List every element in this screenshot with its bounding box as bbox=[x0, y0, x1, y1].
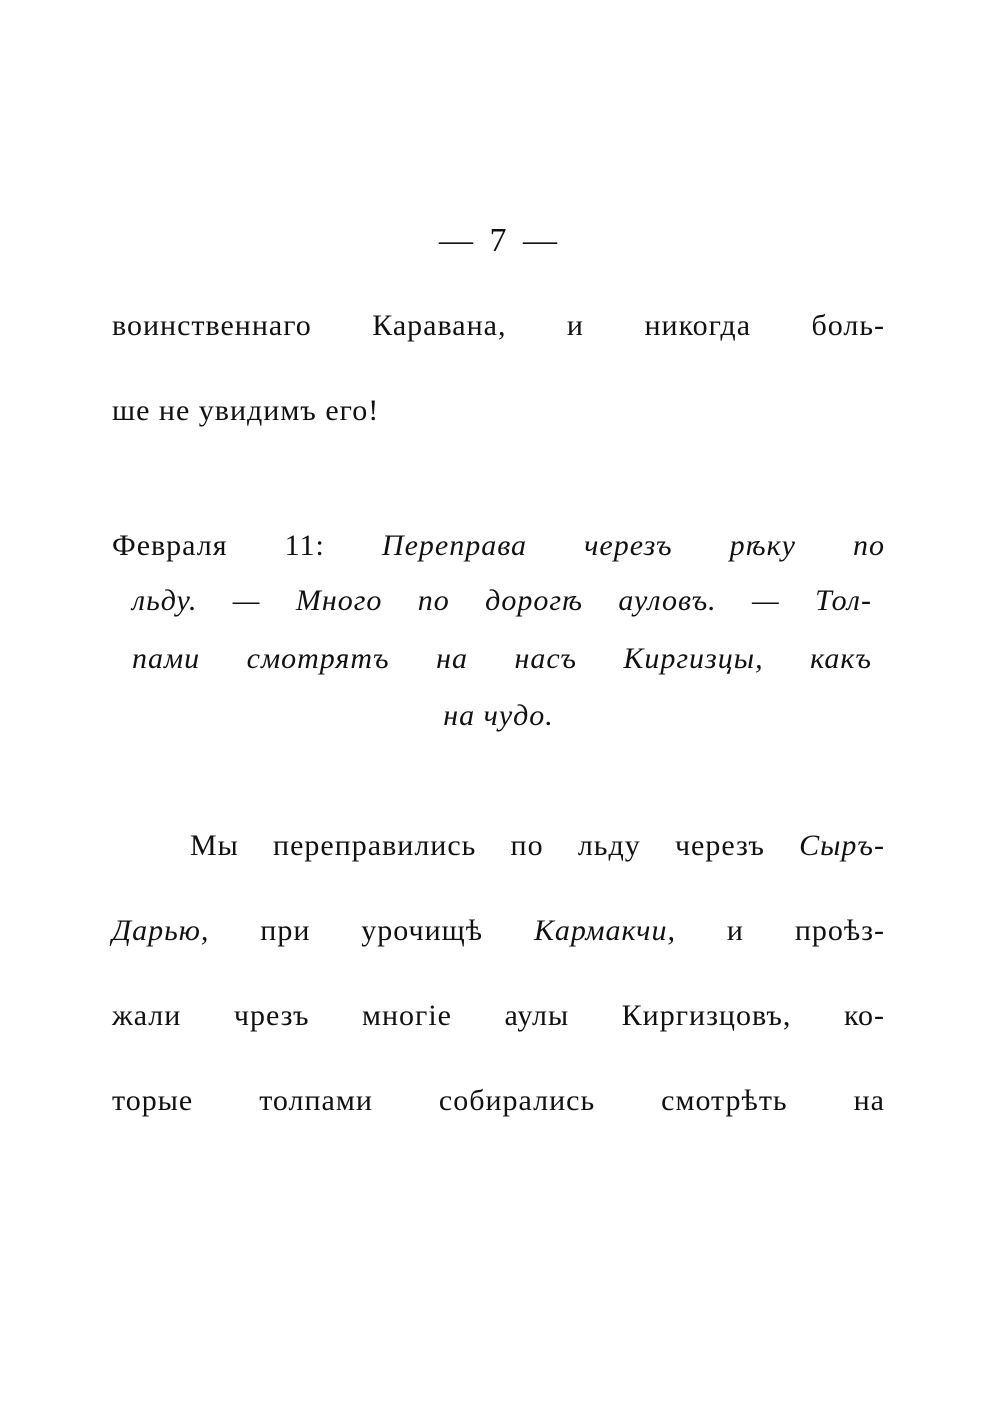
text: Мы переправились по льду черезъ bbox=[190, 829, 765, 862]
paragraph-2-line-3: жали чрезъ многіе аулы Киргизцовъ, ко- bbox=[112, 999, 885, 1032]
paragraph-1-line-2: ше не увидимъ его! bbox=[112, 394, 380, 427]
paragraph-2-line-2 bbox=[112, 911, 885, 951]
heading-line-4: на чудо. bbox=[443, 699, 554, 732]
paragraph-2-line-1 bbox=[190, 826, 885, 866]
heading-line-3: пами смотрятъ на насъ Киргизцы, какъ bbox=[132, 642, 872, 675]
paragraph-2-line-4: торые толпами собирались смотрѣть на bbox=[112, 1084, 885, 1117]
text: при урочищѣ bbox=[260, 914, 484, 947]
page-number: — 7 — bbox=[439, 222, 561, 259]
place-name: Дарью, bbox=[112, 914, 210, 947]
heading-line-2: льду. — Много по дорогѣ ауловъ. — Тол- bbox=[132, 584, 872, 617]
place-name: Кармакчи, bbox=[533, 914, 676, 947]
heading-text: Переправа черезъ рѣку по bbox=[381, 529, 886, 562]
paragraph-1-line-1: воинственнаго Каравана, и никогда боль- bbox=[112, 309, 885, 342]
text: и проѣз- bbox=[726, 914, 886, 947]
heading-date: Февраля 11: bbox=[112, 529, 325, 562]
heading-line-1 bbox=[112, 526, 885, 566]
place-name: Сыръ- bbox=[799, 829, 885, 862]
